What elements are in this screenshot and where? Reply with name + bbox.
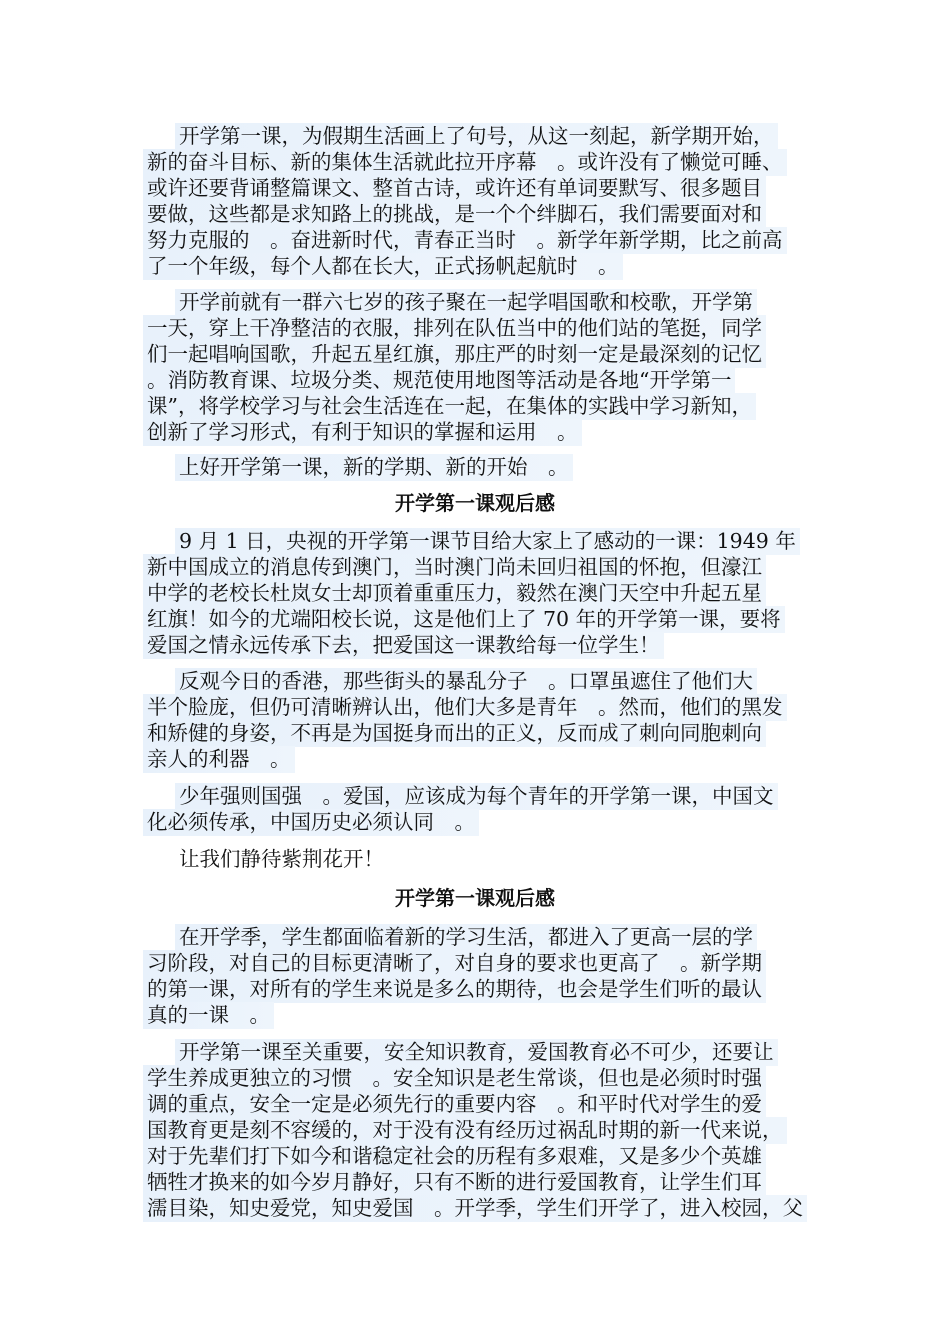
section-heading-2: 开学第一课观后感 — [395, 886, 555, 910]
paragraph-1-line-6: 了一个年级，每个人都在长大，正式扬帆起航时 。 — [143, 253, 623, 280]
paragraph-6-line-1: 少年强则国强 。爱国，应该成为每个青年的开学第一课，中国文 — [175, 783, 778, 810]
paragraph-9-line-5: 对于先辈们打下如今和谐稳定社会的历程有多艰难，又是多少个英雄 — [143, 1143, 766, 1170]
paragraph-9-line-3: 调的重点，安全一定是必须先行的重要内容 。和平时代对学生的爱 — [143, 1091, 766, 1118]
paragraph-9-line-4: 国教育更是刻不容缓的，对于没有没有经历过祸乱时期的新一代来说， — [143, 1117, 787, 1144]
paragraph-4-line-4: 红旗！如今的尤端阳校长说，这是他们上了 70 年的开学第一课，要将 — [143, 606, 785, 633]
paragraph-1-line-1: 开学第一课，为假期生活画上了句号，从这一刻起，新学期开始， — [175, 123, 778, 150]
paragraph-8-line-1: 在开学季，学生都面临着新的学习生活，都进入了更高一层的学 — [175, 924, 757, 951]
paragraph-5-line-2: 半个脸庞，但仍可清晰辨认出，他们大多是青年 。然而，他们的黑发 — [143, 694, 787, 721]
paragraph-9-line-1: 开学第一课至关重要，安全知识教育，爱国教育必不可少，还要让 — [175, 1039, 778, 1066]
paragraph-4-line-5: 爱国之情永远传承下去，把爱国这一课教给每一位学生！ — [143, 632, 664, 659]
paragraph-2-line-4: 。消防教育课、垃圾分类、规范使用地图等活动是各地“开学第一 — [143, 367, 735, 394]
paragraph-1-line-4: 要做，这些都是求知路上的挑战，是一个个绊脚石，我们需要面对和 — [143, 201, 766, 228]
paragraph-8-line-2: 习阶段，对自己的目标更清晰了，对自身的要求也更高了 。新学期 — [143, 950, 766, 977]
paragraph-1-line-2: 新的奋斗目标、新的集体生活就此拉开序幕 。或许没有了懒觉可睡、 — [143, 149, 787, 176]
paragraph-2-line-1: 开学前就有一群六七岁的孩子聚在一起学唱国歌和校歌，开学第 — [175, 289, 757, 316]
paragraph-8-line-3: 的第一课，对所有的学生来说是多么的期待，也会是学生们听的最认 — [143, 976, 766, 1003]
paragraph-1-line-3: 或许还要背诵整篇课文、整首古诗，或许还有单词要默写、很多题目 — [143, 175, 766, 202]
paragraph-9-line-6: 牺牲才换来的如今岁月静好，只有不断的进行爱国教育，让学生们耳 — [143, 1169, 766, 1196]
paragraph-6-line-2: 化必须传承，中国历史必须认同 。 — [143, 809, 479, 836]
section-heading-1: 开学第一课观后感 — [395, 491, 555, 515]
paragraph-5-line-1: 反观今日的香港，那些街头的暴乱分子 。口罩虽遮住了他们大 — [175, 668, 757, 695]
paragraph-2-line-6: 创新了学习形式，有利于知识的掌握和运用 。 — [143, 419, 582, 446]
paragraph-4-line-3: 中学的老校长杜岚女士却顶着重重压力，毅然在澳门天空中升起五星 — [143, 580, 766, 607]
paragraph-2-line-5: 课”，将学校学习与社会生活连在一起，在集体的实践中学习新知， — [143, 393, 756, 420]
paragraph-2-line-2: 一天，穿上干净整洁的衣服，排列在队伍当中的他们站的笔挺，同学 — [143, 315, 766, 342]
paragraph-9-line-2: 学生养成更独立的习惯 。安全知识是老生常谈，但也是必须时时强 — [143, 1065, 766, 1092]
paragraph-5-line-3: 和矫健的身姿，不再是为国挺身而出的正义，反而成了刺向同胞刺向 — [143, 720, 766, 747]
paragraph-4-line-2: 新中国成立的消息传到澳门，当时澳门尚未回归祖国的怀抱，但濠江 — [143, 554, 766, 581]
paragraph-3-line-1: 上好开学第一课，新的学期、新的开始 。 — [175, 454, 573, 481]
paragraph-9-line-7: 濡目染，知史爱党，知史爱国 。开学季，学生们开学了，进入校园，父 — [143, 1195, 807, 1222]
paragraph-7-line-1: 让我们静待紫荆花开！ — [179, 847, 384, 871]
paragraph-1-line-5: 努力克服的 。奋进新时代，青春正当时 。新学年新学期，比之前高 — [143, 227, 787, 254]
paragraph-8-line-4: 真的一课 。 — [143, 1002, 274, 1029]
paragraph-2-line-3: 们一起唱响国歌，升起五星红旗，那庄严的时刻一定是最深刻的记忆 — [143, 341, 766, 368]
paragraph-4-line-1: 9 月 1 日，央视的开学第一课节目给大家上了感动的一课：1949 年 — [175, 528, 800, 555]
paragraph-5-line-4: 亲人的利器 。 — [143, 746, 295, 773]
